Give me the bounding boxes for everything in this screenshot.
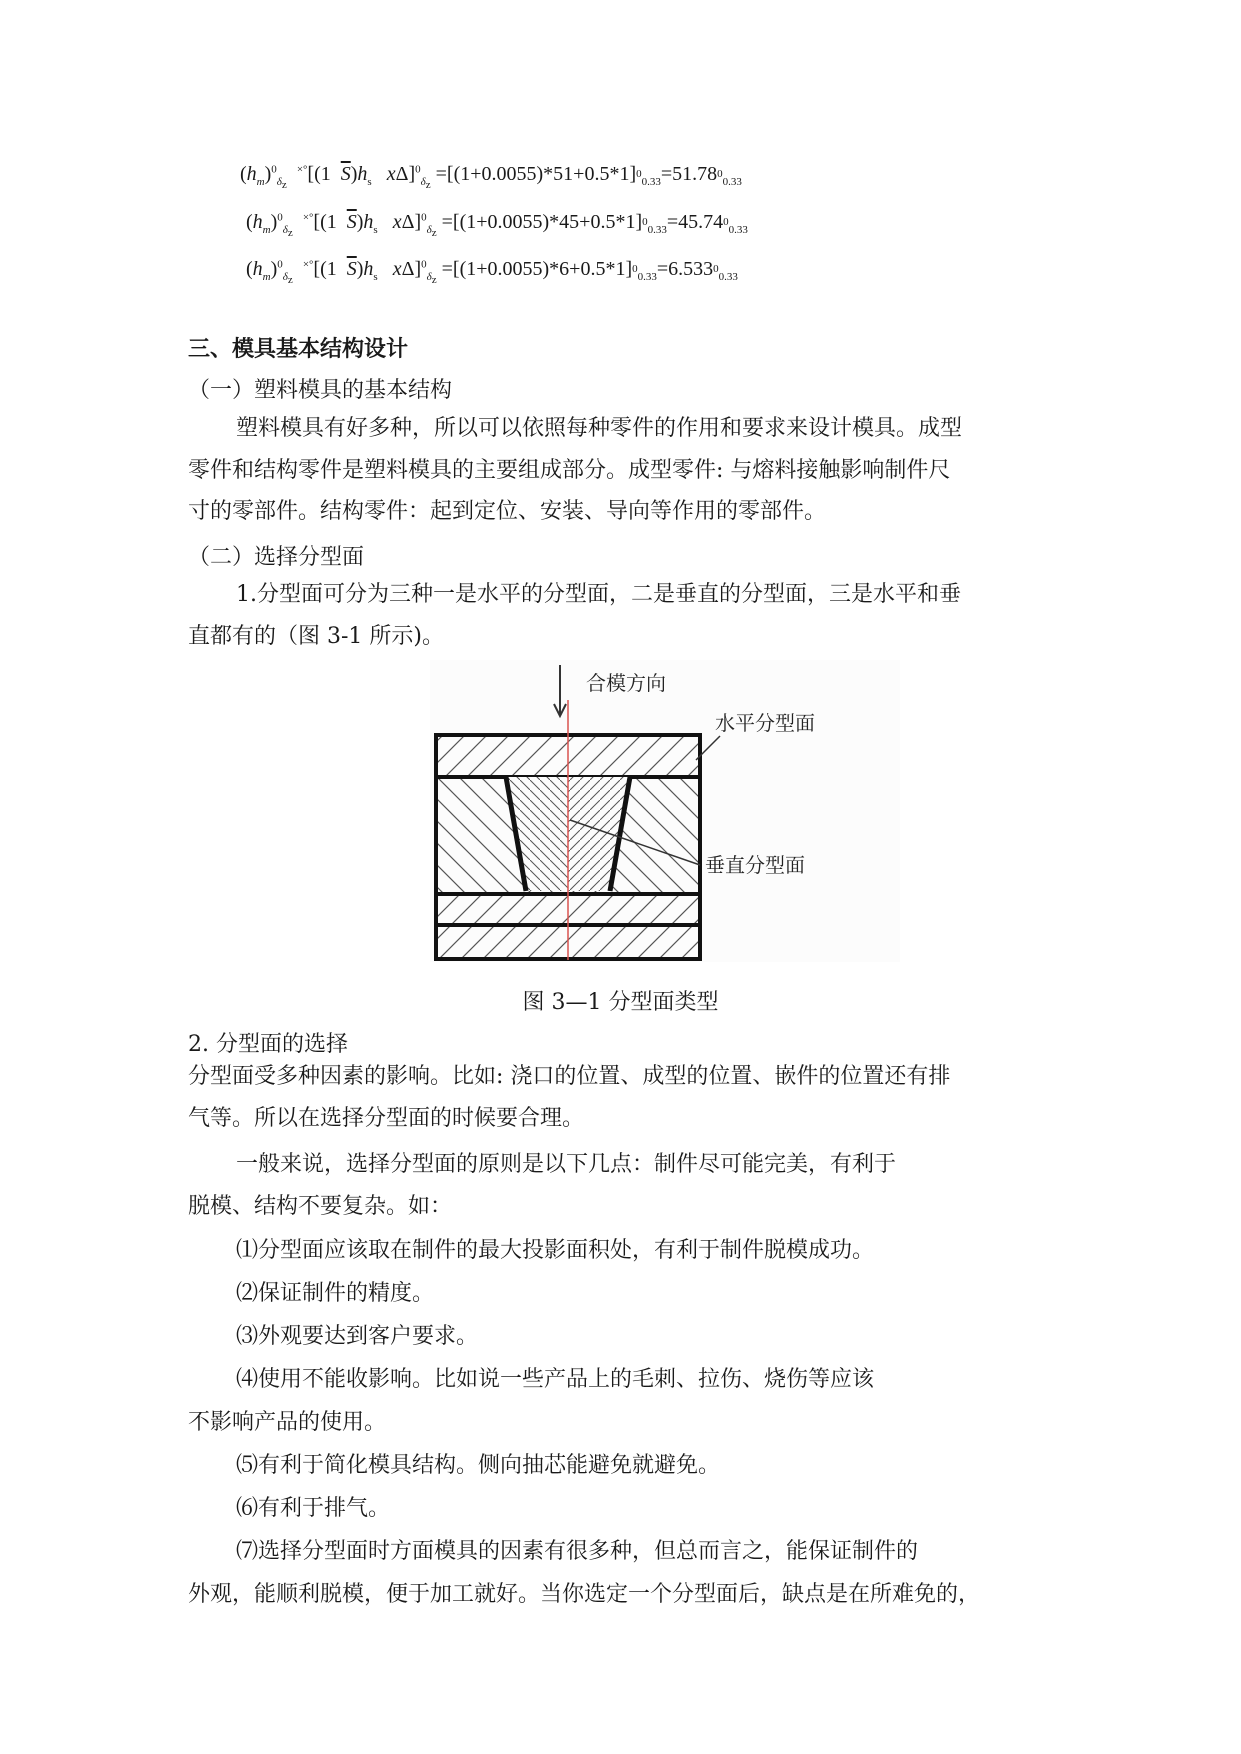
paragraph-line: 塑料模具有好多种，所以可以依照每种零件的作用和要求来设计模具。成型 [236,416,963,441]
formula-line-2: $(h_m)^0_{\delta_z}$ ×°[(1 $\overline{S})h_s$ $x\Delta]^0_{\delta_z} =[(1+0.0055)*45+0.5*1]_{00.33}=45.74_{00.33}$ [246,211,748,240]
choice-heading: 2. 分型面的选择 [188,1032,348,1057]
paragraph-line: 零件和结构零件是塑料模具的主要组成部分。成型零件: 与熔料接触影响制件尺 [188,458,951,483]
formula-line-3: $(h_m)^0_{\delta_z}$ ×°[(1 $\overline{S})h_s$ $x\Delta]^0_{\delta_z} =[(1+0.0055)*6+0.5*1]_{00.33}=6.533_{00.33}$ [246,258,738,287]
paragraph-line: 分型面受多种因素的影响。比如: 浇口的位置、成型的位置、嵌件的位置还有排 [188,1064,951,1089]
list-item: ⑷使用不能收影响。比如说一些产品上的毛刺、拉伤、烧伤等应该 [236,1367,875,1392]
list-item: ⑴分型面应该取在制件的最大投影面积处，有利于制件脱模成功。 [236,1238,875,1263]
formula-line-1: $(h_m)^0_{\delta_z}$ ×°[(1 $\overline{S})h_s$ $x\Delta]^0_{\delta_z} =[(1+0.0055)*51+0.5*1]_{00.33}=51.78_{00.33}$ [240,163,742,192]
list-item: ⑶外观要达到客户要求。 [236,1324,479,1349]
paragraph-line: 寸的零部件。结构零件：起到定位、安装、导向等作用的零部件。 [188,499,827,524]
list-item: 外观，能顺利脱模，便于加工就好。当你选定一个分型面后，缺点是在所难免的， [188,1582,981,1607]
list-item: ⑹有利于排气。 [236,1496,391,1521]
paragraph-line: 脱模、结构不要复杂。如： [188,1194,453,1219]
label-horizontal-parting: 水平分型面 [715,711,815,735]
paragraph-line: 1.分型面可分为三种一是水平的分型面，二是垂直的分型面，三是水平和垂 [236,582,961,607]
figure-caption: 图 3—1 分型面类型 [522,990,719,1015]
list-item: ⑵保证制件的精度。 [236,1281,435,1306]
parting-surface-figure [430,660,900,962]
list-item: 不影响产品的使用。 [188,1410,387,1435]
list-item: ⑺选择分型面时方面模具的因素有很多种，但总而言之，能保证制件的 [236,1539,919,1564]
list-item: ⑸有利于简化模具结构。侧向抽芯能避免就避免。 [236,1453,721,1478]
label-vertical-parting: 垂直分型面 [705,853,805,877]
label-close-direction: 合模方向 [586,671,666,695]
subsection-heading-2: （二）选择分型面 [188,545,365,570]
paragraph-line: 气等。所以在选择分型面的时候要合理。 [188,1106,585,1131]
paragraph-line: 直都有的（图 3-1 所示)。 [188,624,444,649]
paragraph-line: 一般来说，选择分型面的原则是以下几点：制件尽可能完美，有利于 [236,1152,897,1177]
subsection-heading-1: （一）塑料模具的基本结构 [188,378,453,403]
section-heading: 三、模具基本结构设计 [188,337,409,362]
